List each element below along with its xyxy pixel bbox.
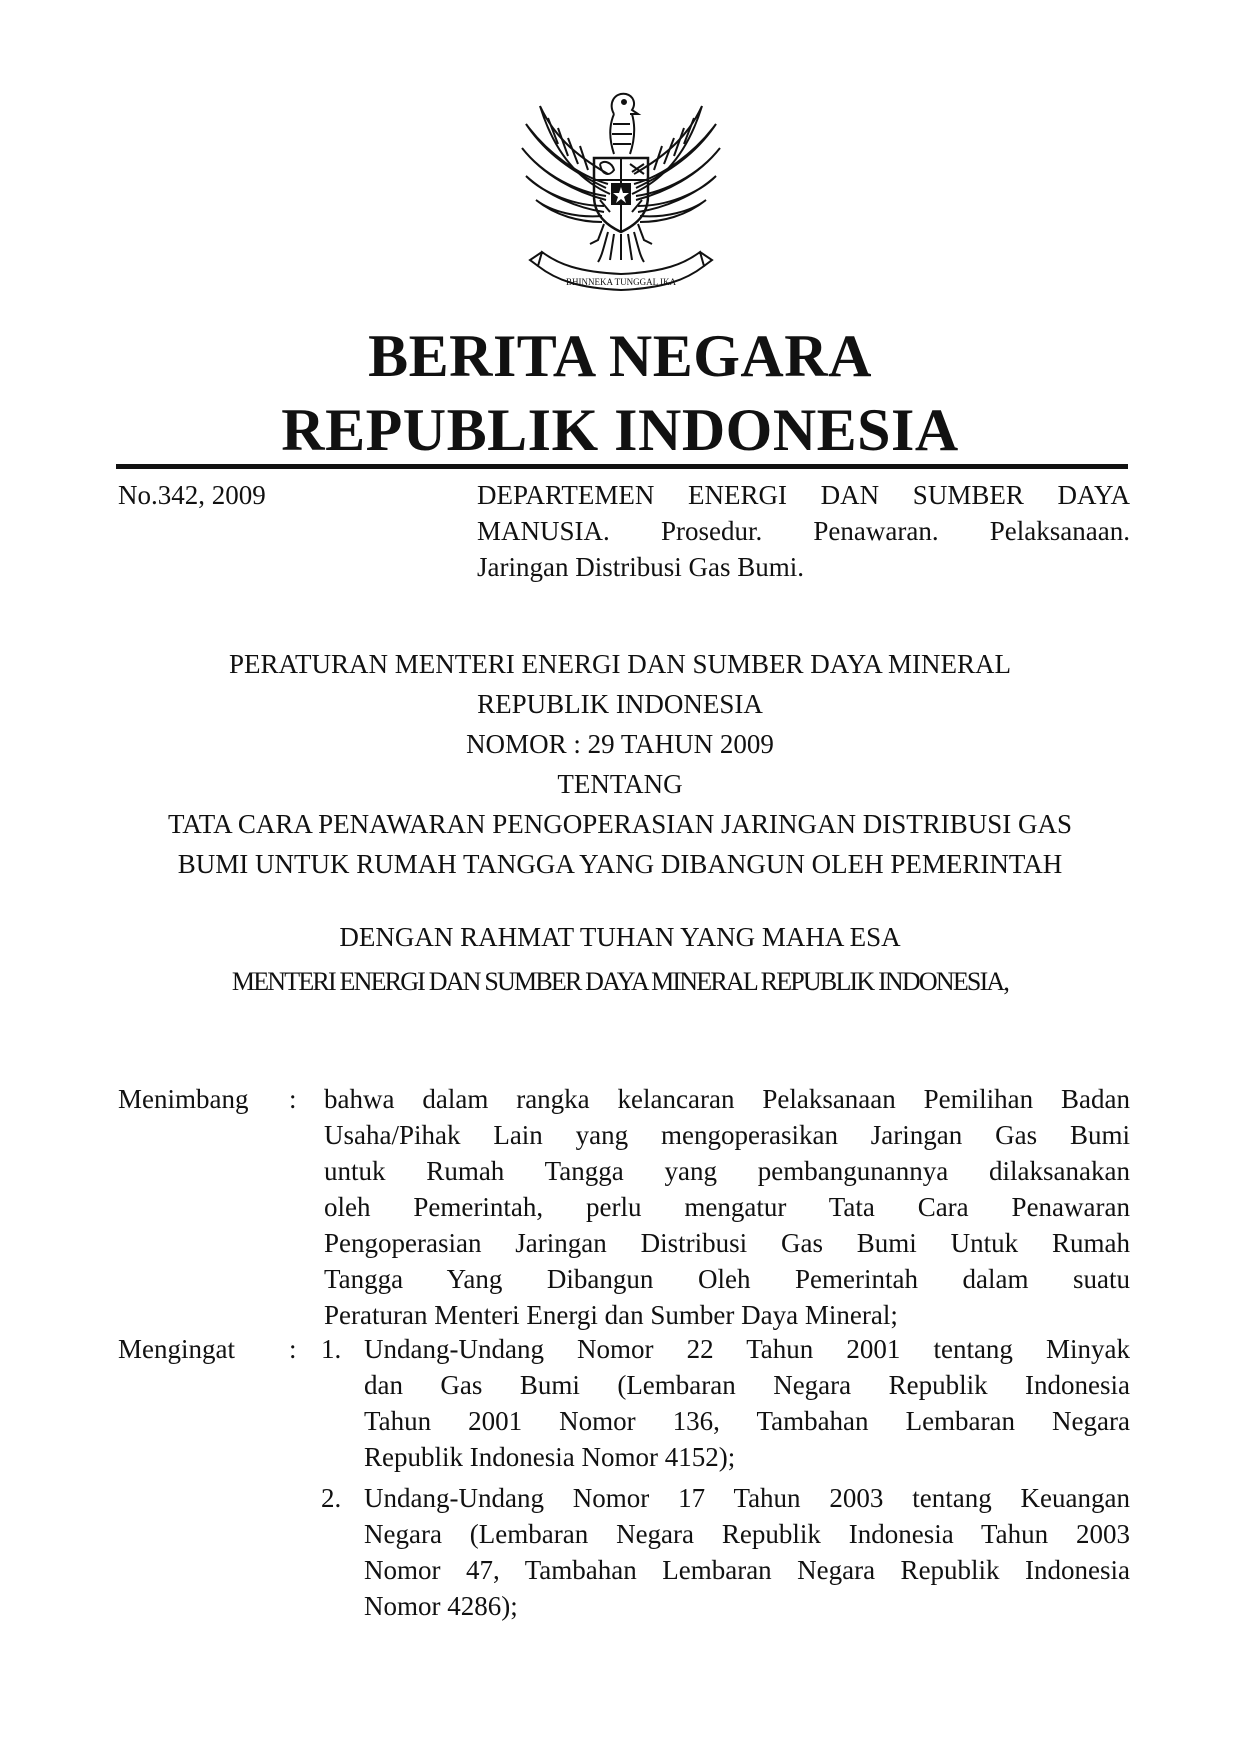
menimbang-line: Pengoperasian Jaringan Distribusi Gas Bumi Untuk Rumah	[324, 1228, 1130, 1258]
regulation-number: NOMOR : 29 TAHUN 2009	[466, 729, 774, 759]
mengingat-item-number: 1.	[321, 1334, 342, 1364]
regulation-subject-line: TATA CARA PENAWARAN PENGOPERASIAN JARINGAN DISTRIBUSI GAS	[167, 809, 1073, 839]
regulation-subject-line: BUMI UNTUK RUMAH TANGGA YANG DIBANGUN OLEH PEMERINTAH	[177, 849, 1063, 879]
regulation-title-line: TENTANG	[557, 769, 683, 799]
masthead-subtitle: REPUBLIK INDONESIA	[281, 397, 959, 463]
mengingat-line: Tahun 2001 Nomor 136, Tambahan Lembaran Negara	[364, 1406, 1130, 1436]
department-line: Jaringan Distribusi Gas Bumi.	[477, 552, 804, 582]
regulation-title-line: REPUBLIK INDONESIA	[477, 689, 763, 719]
menimbang-line: bahwa dalam rangka kelancaran Pelaksanaan Pemilihan Badan	[324, 1084, 1130, 1114]
mengingat-line: Undang-Undang Nomor 17 Tahun 2003 tentang Keuangan	[364, 1483, 1130, 1513]
garuda-emblem-icon	[518, 84, 724, 298]
mengingat-line: Republik Indonesia Nomor 4152);	[364, 1442, 736, 1472]
gazette-number: No.342, 2009	[118, 480, 266, 510]
mengingat-line: Nomor 47, Tambahan Lembaran Negara Republik Indonesia	[364, 1555, 1130, 1585]
menimbang-line: Tangga Yang Dibangun Oleh Pemerintah dalam suatu	[324, 1264, 1130, 1294]
menimbang-line: Usaha/Pihak Lain yang mengoperasikan Jaringan Gas Bumi	[324, 1120, 1130, 1150]
preamble-invocation: DENGAN RAHMAT TUHAN YANG MAHA ESA	[339, 922, 901, 952]
mengingat-line: Undang-Undang Nomor 22 Tahun 2001 tentang Minyak	[364, 1334, 1130, 1364]
emblem-motto: BHINNEKA TUNGGAL IKA	[566, 277, 676, 287]
regulation-title-line: PERATURAN MENTERI ENERGI DAN SUMBER DAYA MINERAL	[228, 649, 1012, 679]
header-rule	[116, 464, 1128, 469]
mengingat-item-number: 2.	[321, 1483, 342, 1513]
menimbang-text	[324, 1081, 1130, 1333]
preamble-minister: MENTERI ENERGI DAN SUMBER DAYA MINERAL REPUBLIK INDONESIA,	[231, 967, 1009, 996]
regulation-title	[60, 644, 1180, 884]
menimbang-line: Peraturan Menteri Energi dan Sumber Daya Mineral;	[324, 1300, 898, 1330]
mengingat-item-1	[364, 1331, 1130, 1475]
mengingat-item-2	[364, 1480, 1130, 1624]
mengingat-colon: :	[289, 1334, 297, 1364]
masthead-title: BERITA NEGARA	[368, 323, 872, 389]
mengingat-line: dan Gas Bumi (Lembaran Negara Republik Indonesia	[364, 1370, 1130, 1400]
menimbang-colon: :	[289, 1084, 297, 1114]
department-summary	[477, 477, 1130, 585]
menimbang-label: Menimbang	[118, 1084, 249, 1114]
mengingat-line: Negara (Lembaran Negara Republik Indonesia Tahun 2003	[364, 1519, 1130, 1549]
mengingat-label: Mengingat	[118, 1334, 235, 1364]
department-line: DEPARTEMEN ENERGI DAN SUMBER DAYA	[477, 480, 1130, 510]
mengingat-line: Nomor 4286);	[364, 1591, 518, 1621]
menimbang-line: oleh Pemerintah, perlu mengatur Tata Cara Penawaran	[324, 1192, 1130, 1222]
department-line: MANUSIA. Prosedur. Penawaran. Pelaksanaan.	[477, 516, 1130, 546]
menimbang-line: untuk Rumah Tangga yang pembangunannya dilaksanakan	[324, 1156, 1130, 1186]
